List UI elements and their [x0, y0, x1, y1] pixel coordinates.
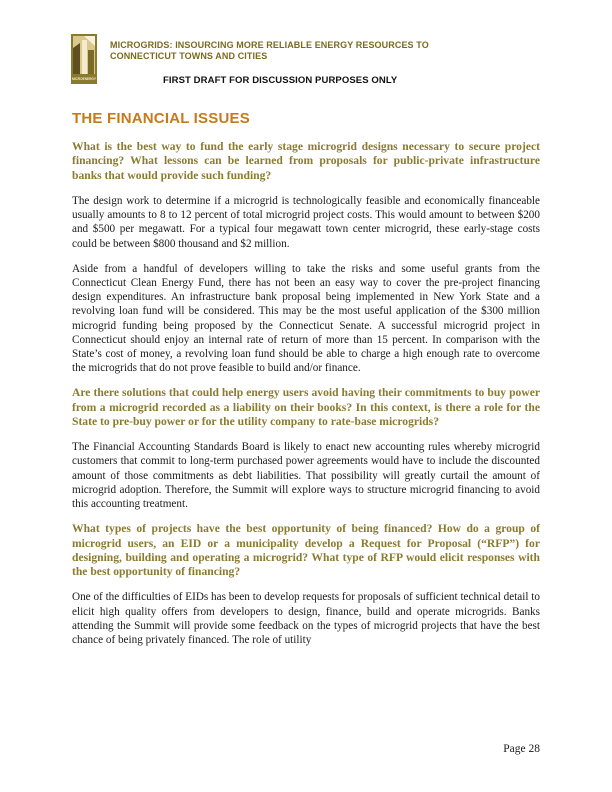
report-header-title	[110, 40, 510, 62]
question-rfp: What types of projects have the best opportunity of being financed? How do a group of microgrid users, an EID or a municipality develop a Request for Proposal (“RFP”) for designing, building and operating a microgrid? What type of RFP would elicit responses with the best opportunity of financing?	[72, 522, 540, 579]
section-title: THE FINANCIAL ISSUES	[72, 110, 250, 127]
paragraph-design-costs: The design work to determine if a microgrid is technologically feasible and economically financeable usually amounts to 8 to 12 percent of total microgrid project costs. This would amount to between $200 and $500 per megawatt. For a typical four megawatt town center microgrid, these early-stage costs could be between $800 thousand and $2 million.	[72, 194, 540, 250]
draft-notice: FIRST DRAFT FOR DISCUSSION PURPOSES ONLY	[163, 75, 398, 86]
paragraph-accounting-rules: The Financial Accounting Standards Board is likely to enact new accounting rules whereby microgrid customers that commit to long-term purchased power agreements would have to include the discounted amount of those commitments as debt liabilities. That possibility will greatly curtail the amount of microgrid adoption. Therefore, the Summit will explore ways to structure microgrid financing to avoid this accounting treatment.	[72, 441, 540, 511]
paragraph-infrastructure-bank: Aside from a handful of developers willing to take the risks and some useful grants from the Connecticut Clean Energy Fund, there has not been an easy way to cover the pre-project financing design expenditures. An infrastructure bank proposal being implemented in New York State and a revolving loan fund will be considered. This may be the most useful application of the $300 million microgrid funding being proposed by the Connecticut Senate. A successful microgrid project in Connecticut should enjoy an internal rate of return of more than 15 percent. In comparison with the State’s cost of money, a revolving loan fund should be able to charge a high enough rate to overcome the microgrids that do not prove feasible to build and/or finance.	[72, 262, 540, 375]
paragraph-eid-difficulties: One of the difficulties of EIDs has been to develop requests for proposals of sufficient technical detail to elicit high quality offers from developers to design, finance, build and operate microgrids. Banks attending the Summit will provide some feedback on the types of microgrid projects that have the best chance of being privately financed. The role of utility	[72, 591, 540, 647]
question-liability: Are there solutions that could help energy users avoid having their commitments to buy power from a microgrid recorded as a liability on their books? In this context, is there a role for the State to pre-buy power or for the utility company to rate-base microgrids?	[72, 386, 540, 428]
question-funding: What is the best way to fund the early stage microgrid designs necessary to secure project financing? What lessons can be learned from proposals for public-private infrastructure banks that would provide such funding?	[72, 140, 540, 182]
report-header-line-1: MICROGRIDS: INSOURCING MORE RELIABLE ENERGY RESOURCES TO	[110, 40, 429, 50]
logo-wordmark: MICROENERGY	[71, 77, 97, 81]
microenergy-logo	[71, 34, 97, 84]
report-header-line-2: CONNECTICUT TOWNS AND CITIES	[110, 51, 268, 61]
body-content	[72, 140, 540, 658]
page-number: Page 28	[503, 743, 540, 755]
